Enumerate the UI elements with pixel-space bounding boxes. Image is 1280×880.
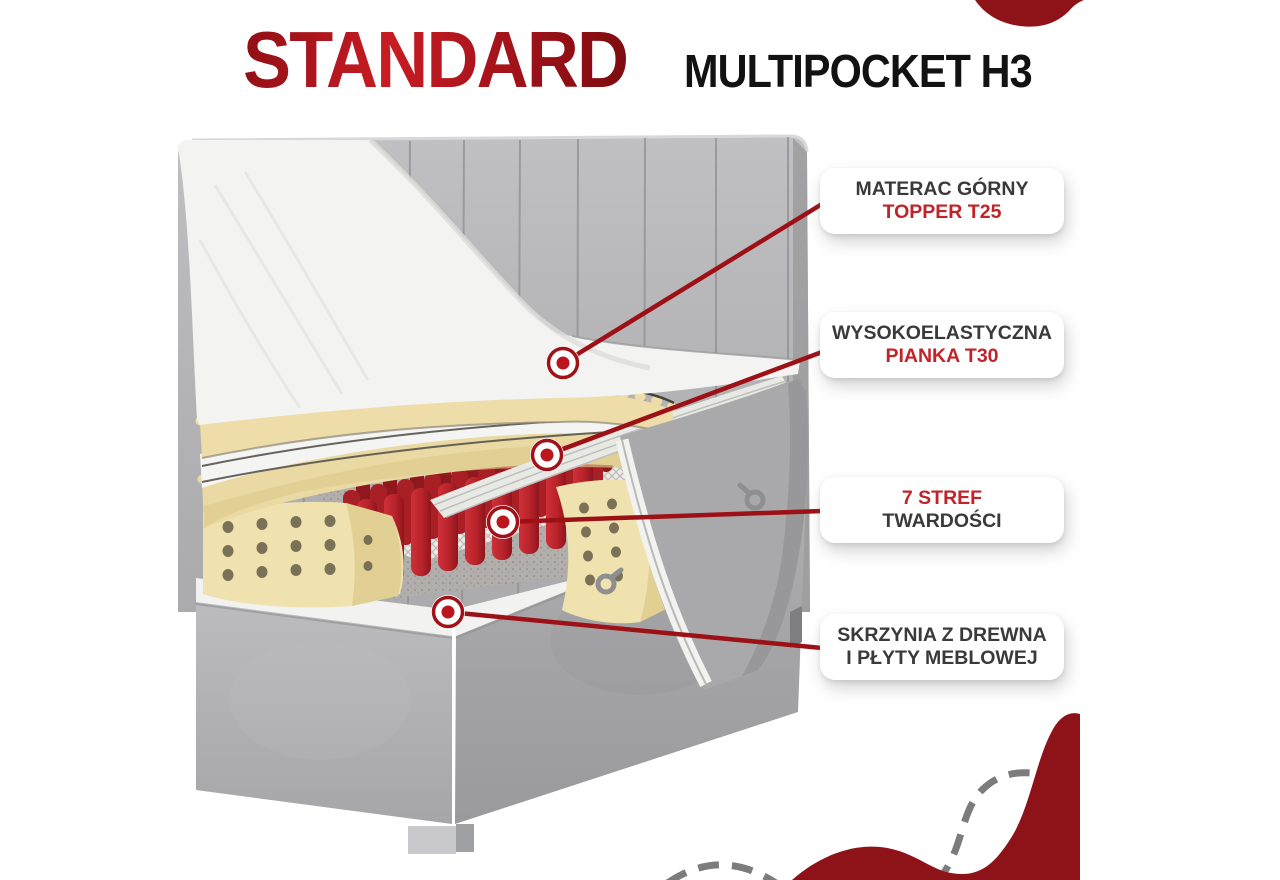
callout-line: MATERAC GÓRNY bbox=[855, 178, 1029, 200]
page-title bbox=[243, 15, 1070, 108]
callout-line-accent: 7 STREF bbox=[901, 487, 983, 509]
marker-zones bbox=[486, 505, 520, 539]
headboard-leg-gap bbox=[790, 606, 802, 648]
marker-topper bbox=[546, 346, 580, 380]
foam-rail-left bbox=[203, 502, 404, 608]
bed-leg bbox=[408, 824, 474, 854]
callout-box bbox=[820, 614, 1064, 680]
marker-foam bbox=[530, 438, 564, 472]
title-model: MULTIPOCKET H3 bbox=[683, 45, 1032, 97]
callout-line: WYSOKOELASTYCZNA bbox=[832, 322, 1052, 344]
callout-line: TWARDOŚCI bbox=[882, 510, 1002, 532]
marker-box bbox=[431, 595, 465, 629]
callout-line-accent: PIANKA T30 bbox=[885, 345, 999, 367]
callout-line: I PŁYTY MEBLOWEJ bbox=[846, 647, 1038, 669]
title-brand: STANDARD bbox=[243, 15, 628, 104]
callout-line-accent: TOPPER T25 bbox=[882, 201, 1002, 223]
callout-zones bbox=[820, 477, 1064, 543]
callout-topper bbox=[820, 168, 1064, 234]
callout-foam bbox=[820, 312, 1064, 378]
callout-line: SKRZYNIA Z DREWNA bbox=[837, 624, 1047, 646]
red-blob-bottom-right bbox=[792, 713, 1080, 880]
